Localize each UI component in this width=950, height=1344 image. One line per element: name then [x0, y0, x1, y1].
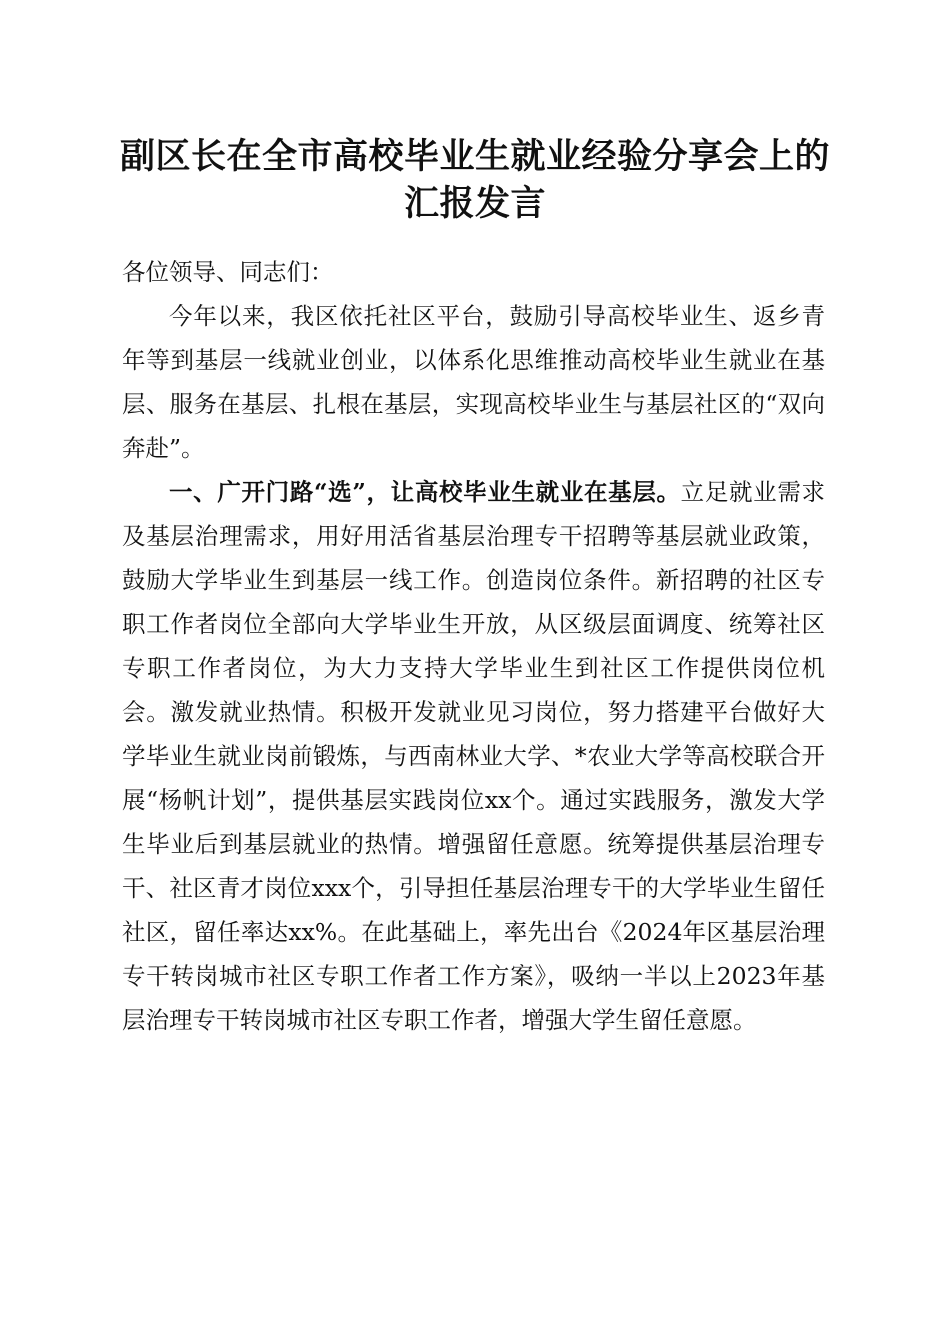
- document-title: [100, 133, 850, 227]
- title-line-1: 副区长在全市高校毕业生就业经验分享会上的: [119, 136, 830, 177]
- section-1-paragraph: [122, 470, 825, 1042]
- section-1-heading: 一、广开门路“选”，让高校毕业生就业在基层。: [169, 478, 681, 506]
- section-1-body: 立足就业需求及基层治理需求，用好用活省基层治理专干招聘等基层就业政策，鼓励大学毕业生到基层一线工作。创造岗位条件。新招聘的社区专职工作者岗位全部向大学毕业生开放，从区级层面调度、统筹社区专职工作者岗位，为大力支持大学毕业生到社区工作提供岗位机会。激发就业热情。积极开发就业见习岗位，努力搭建平台做好大学毕业生就业岗前锻炼，与西南林业大学、*农业大学等高校联合开展“杨帆计划”，提供基层实践岗位xx个。通过实践服务，激发大学生毕业后到基层就业的热情。增强留任意愿。统筹提供基层治理专干、社区青才岗位xxx个，引导担任基层治理专干的大学毕业生留任社区，留任率达xx%。在此基础上，率先出台《2024年区基层治理专干转岗城市社区专职工作者工作方案》，吸纳一半以上2023年基层治理专干转岗城市社区专职工作者，增强大学生留任意愿。: [122, 478, 825, 1034]
- title-line-2: 汇报发言: [403, 183, 546, 224]
- intro-paragraph: 今年以来，我区依托社区平台，鼓励引导高校毕业生、返乡青年等到基层一线就业创业，以体系化思维推动高校毕业生就业在基层、服务在基层、扎根在基层，实现高校毕业生与基层社区的“双向奔赴”。: [122, 302, 825, 462]
- salutation: 各位领导、同志们：: [122, 258, 334, 286]
- document-body: [122, 250, 825, 1042]
